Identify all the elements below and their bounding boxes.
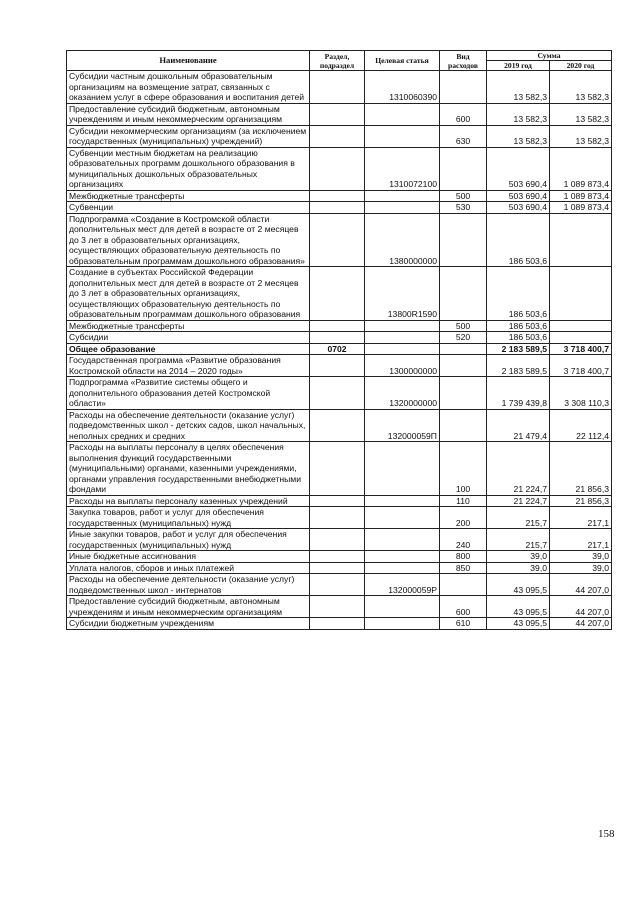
expense-type-cell: 630 (440, 125, 487, 147)
sum-2020-cell (550, 332, 612, 344)
sum-2019-cell: 186 503,6 (487, 320, 550, 332)
sum-2020-cell: 13 582,3 (550, 103, 612, 125)
sum-2019-cell: 2 183 589,5 (487, 343, 550, 355)
table-row (67, 355, 612, 377)
sum-2019-cell: 21 224,7 (487, 442, 550, 496)
name-cell: Предоставление субсидий бюджетным, автономным учреждениям и иным некоммерческим организациям (67, 596, 310, 618)
expense-type-cell (440, 574, 487, 596)
table-body (67, 71, 612, 630)
expense-type-cell: 600 (440, 103, 487, 125)
section-cell (310, 442, 365, 496)
sum-2019-cell: 43 095,5 (487, 574, 550, 596)
header-section: Раздел, подраздел (310, 51, 365, 71)
expense-type-cell (440, 355, 487, 377)
table-row (67, 618, 612, 630)
expense-type-cell: 240 (440, 529, 487, 551)
article-cell (365, 343, 440, 355)
name-cell: Общее образование (67, 343, 310, 355)
sum-2019-cell: 13 582,3 (487, 125, 550, 147)
expense-type-cell: 110 (440, 495, 487, 507)
sum-2020-cell (550, 267, 612, 321)
section-cell (310, 529, 365, 551)
table-row (67, 213, 612, 267)
article-cell (365, 202, 440, 214)
sum-2019-cell: 43 095,5 (487, 596, 550, 618)
section-cell (310, 71, 365, 104)
sum-2019-cell: 13 582,3 (487, 71, 550, 104)
header-name: Наименование (67, 51, 310, 71)
table-row (67, 332, 612, 344)
sum-2019-cell: 503 690,4 (487, 190, 550, 202)
section-cell (310, 495, 365, 507)
table-row (67, 596, 612, 618)
sum-2020-cell: 39,0 (550, 562, 612, 574)
section-cell (310, 267, 365, 321)
table-row (67, 202, 612, 214)
section-cell (310, 551, 365, 563)
sum-2020-cell: 22 112,4 (550, 409, 612, 442)
table-row (67, 495, 612, 507)
name-cell: Расходы на обеспечение деятельности (оказание услуг) подведомственных школ - детских садов, школ начальных, неполных средних и средних (67, 409, 310, 442)
section-cell (310, 574, 365, 596)
name-cell: Субсидии некоммерческим организациям (за исключением государственных (муниципальных) учреждений) (67, 125, 310, 147)
table-row (67, 562, 612, 574)
table-row (67, 71, 612, 104)
table-header (67, 51, 612, 71)
section-cell: 0702 (310, 343, 365, 355)
section-cell (310, 202, 365, 214)
sum-2019-cell: 21 479,4 (487, 409, 550, 442)
article-cell (365, 332, 440, 344)
name-cell: Межбюджетные трансферты (67, 320, 310, 332)
table-row (67, 574, 612, 596)
table-row (67, 551, 612, 563)
table-row (67, 529, 612, 551)
expense-type-cell: 500 (440, 320, 487, 332)
article-cell: 132000059П (365, 409, 440, 442)
expense-type-cell: 850 (440, 562, 487, 574)
sum-2019-cell: 186 503,6 (487, 267, 550, 321)
name-cell: Субсидии (67, 332, 310, 344)
article-cell (365, 442, 440, 496)
table-row (67, 409, 612, 442)
article-cell (365, 551, 440, 563)
section-cell (310, 320, 365, 332)
expense-type-cell (440, 71, 487, 104)
sum-2019-cell: 1 739 439,8 (487, 377, 550, 410)
article-cell (365, 125, 440, 147)
name-cell: Субсидии частным дошкольным образовательным организациям на возмещение затрат, связанных с оказанием услуг в сфере образования и воспитания детей (67, 71, 310, 104)
sum-2020-cell: 217,1 (550, 507, 612, 529)
expense-type-cell (440, 267, 487, 321)
section-cell (310, 507, 365, 529)
article-cell (365, 618, 440, 630)
table-row (67, 507, 612, 529)
table-row (67, 320, 612, 332)
section-cell (310, 190, 365, 202)
section-cell (310, 355, 365, 377)
header-article: Целевая статья (365, 51, 440, 71)
expense-type-cell: 100 (440, 442, 487, 496)
article-cell (365, 596, 440, 618)
section-cell (310, 213, 365, 267)
name-cell: Предоставление субсидий бюджетным, автономным учреждениям и иным некоммерческим организациям (67, 103, 310, 125)
table-row (67, 343, 612, 355)
name-cell: Расходы на выплаты персоналу казенных учреждений (67, 495, 310, 507)
sum-2019-cell: 13 582,3 (487, 103, 550, 125)
table-row (67, 267, 612, 321)
table-row (67, 377, 612, 410)
expense-type-cell (440, 147, 487, 190)
name-cell: Субсидии бюджетным учреждениям (67, 618, 310, 630)
article-cell: 132000059Р (365, 574, 440, 596)
budget-table (66, 50, 612, 630)
sum-2020-cell (550, 213, 612, 267)
sum-2020-cell: 1 089 873,4 (550, 147, 612, 190)
sum-2019-cell: 21 224,7 (487, 495, 550, 507)
table-row (67, 147, 612, 190)
page-number: 158 (598, 828, 615, 840)
expense-type-cell (440, 377, 487, 410)
sum-2020-cell: 21 856,3 (550, 495, 612, 507)
sum-2019-cell: 503 690,4 (487, 202, 550, 214)
article-cell: 1380000000 (365, 213, 440, 267)
sum-2019-cell: 186 503,6 (487, 213, 550, 267)
article-cell (365, 190, 440, 202)
sum-2019-cell: 215,7 (487, 529, 550, 551)
expense-type-cell: 610 (440, 618, 487, 630)
article-cell: 1320000000 (365, 377, 440, 410)
sum-2020-cell: 1 089 873,4 (550, 190, 612, 202)
article-cell (365, 529, 440, 551)
expense-type-cell (440, 409, 487, 442)
sum-2019-cell: 39,0 (487, 551, 550, 563)
table-row (67, 190, 612, 202)
name-cell: Субвенции местным бюджетам на реализацию образовательных программ дошкольного образования в муниципальных дошкольных образовательных организациях (67, 147, 310, 190)
section-cell (310, 377, 365, 410)
table-row (67, 442, 612, 496)
section-cell (310, 103, 365, 125)
table-row (67, 125, 612, 147)
name-cell: Расходы на обеспечение деятельности (оказание услуг) подведомственных школ - интернатов (67, 574, 310, 596)
sum-2020-cell: 39,0 (550, 551, 612, 563)
table-row (67, 103, 612, 125)
name-cell: Межбюджетные трансферты (67, 190, 310, 202)
expense-type-cell (440, 343, 487, 355)
header-sum: Сумма (487, 51, 612, 61)
section-cell (310, 562, 365, 574)
name-cell: Иные закупки товаров, работ и услуг для обеспечения государственных (муниципальных) нужд (67, 529, 310, 551)
sum-2019-cell: 39,0 (487, 562, 550, 574)
expense-type-cell: 200 (440, 507, 487, 529)
sum-2020-cell: 44 207,0 (550, 574, 612, 596)
header-expense-type: Вид расходов (440, 51, 487, 71)
sum-2020-cell: 1 089 873,4 (550, 202, 612, 214)
expense-type-cell (440, 213, 487, 267)
article-cell (365, 507, 440, 529)
article-cell: 1300000000 (365, 355, 440, 377)
header-year-2019: 2019 год (487, 61, 550, 71)
name-cell: Расходы на выплаты персоналу в целях обеспечения выполнения функций государственными (муниципальными) органами, казенными учреждениями, органами управления государственными внебюджетными фондами (67, 442, 310, 496)
name-cell: Государственная программа «Развитие образования Костромской области на 2014 – 2020 годы» (67, 355, 310, 377)
sum-2020-cell: 44 207,0 (550, 618, 612, 630)
sum-2020-cell: 13 582,3 (550, 125, 612, 147)
name-cell: Иные бюджетные ассигнования (67, 551, 310, 563)
section-cell (310, 147, 365, 190)
article-cell: 1310072100 (365, 147, 440, 190)
sum-2020-cell: 3 308 110,3 (550, 377, 612, 410)
sum-2020-cell: 3 718 400,7 (550, 355, 612, 377)
expense-type-cell: 530 (440, 202, 487, 214)
sum-2020-cell: 13 582,3 (550, 71, 612, 104)
sum-2020-cell: 217,1 (550, 529, 612, 551)
sum-2019-cell: 2 183 589,5 (487, 355, 550, 377)
expense-type-cell: 500 (440, 190, 487, 202)
expense-type-cell: 600 (440, 596, 487, 618)
name-cell: Закупка товаров, работ и услуг для обеспечения государственных (муниципальных) нужд (67, 507, 310, 529)
sum-2019-cell: 215,7 (487, 507, 550, 529)
article-cell (365, 562, 440, 574)
section-cell (310, 618, 365, 630)
name-cell: Создание в субъектах Российской Федерации дополнительных мест для детей в возрасте от 2 месяцев до 3 лет в образовательных организациях, осуществляющих образовательную деятельность по образовательным программам дошкольного образования (67, 267, 310, 321)
article-cell: 1310060390 (365, 71, 440, 104)
sum-2020-cell: 21 856,3 (550, 442, 612, 496)
sum-2020-cell (550, 320, 612, 332)
expense-type-cell: 520 (440, 332, 487, 344)
section-cell (310, 125, 365, 147)
section-cell (310, 332, 365, 344)
section-cell (310, 596, 365, 618)
sum-2019-cell: 186 503,6 (487, 332, 550, 344)
article-cell: 13800R1590 (365, 267, 440, 321)
name-cell: Уплата налогов, сборов и иных платежей (67, 562, 310, 574)
sum-2019-cell: 43 095,5 (487, 618, 550, 630)
sum-2019-cell: 503 690,4 (487, 147, 550, 190)
expense-type-cell: 800 (440, 551, 487, 563)
article-cell (365, 495, 440, 507)
sum-2020-cell: 44 207,0 (550, 596, 612, 618)
article-cell (365, 103, 440, 125)
sum-2020-cell: 3 718 400,7 (550, 343, 612, 355)
section-cell (310, 409, 365, 442)
name-cell: Подпрограмма «Развитие системы общего и дополнительного образования детей Костромской области» (67, 377, 310, 410)
article-cell (365, 320, 440, 332)
name-cell: Субвенции (67, 202, 310, 214)
header-year-2020: 2020 год (550, 61, 612, 71)
name-cell: Подпрограмма «Создание в Костромской области дополнительных мест для детей в возрасте от 2 месяцев до 3 лет в образовательных организациях, осуществляющих образовательную деятельность по образовательным программам дошкольного образования» (67, 213, 310, 267)
